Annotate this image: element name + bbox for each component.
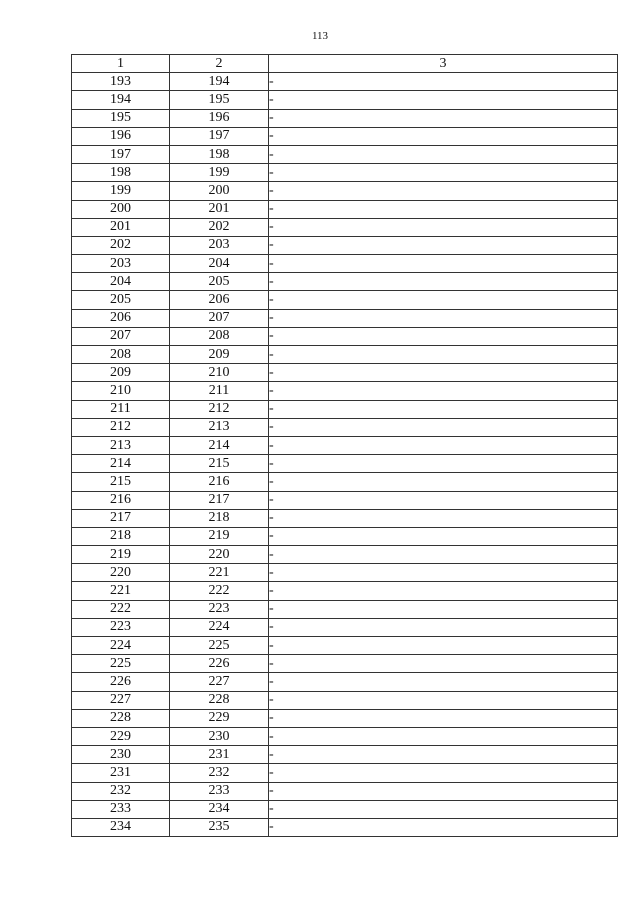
table-row (72, 509, 618, 527)
cell-col-1: 197 (72, 145, 170, 163)
table-row (72, 255, 618, 273)
cell-col-2: 200 (170, 182, 269, 200)
cell-col-1: 219 (72, 546, 170, 564)
cell-col-1: 205 (72, 291, 170, 309)
table-row (72, 327, 618, 345)
cell-col-3: - (269, 655, 618, 673)
column-header-3: 3 (269, 55, 618, 73)
cell-col-3: - (269, 564, 618, 582)
cell-col-3: - (269, 746, 618, 764)
column-header-2: 2 (170, 55, 269, 73)
cell-col-2: 224 (170, 618, 269, 636)
table-row (72, 818, 618, 836)
cell-col-1: 227 (72, 691, 170, 709)
table-row (72, 364, 618, 382)
table-row (72, 800, 618, 818)
table-row (72, 691, 618, 709)
cell-col-1: 200 (72, 200, 170, 218)
table-body (72, 73, 618, 837)
cell-col-1: 229 (72, 727, 170, 745)
cell-col-3: - (269, 327, 618, 345)
cell-col-1: 204 (72, 273, 170, 291)
cell-col-1: 216 (72, 491, 170, 509)
cell-col-3: - (269, 527, 618, 545)
cell-col-3: - (269, 91, 618, 109)
cell-col-1: 232 (72, 782, 170, 800)
cell-col-1: 210 (72, 382, 170, 400)
cell-col-2: 218 (170, 509, 269, 527)
cell-col-2: 228 (170, 691, 269, 709)
table-row (72, 473, 618, 491)
cell-col-2: 229 (170, 709, 269, 727)
cell-col-3: - (269, 727, 618, 745)
cell-col-3: - (269, 764, 618, 782)
cell-col-1: 193 (72, 73, 170, 91)
cell-col-3: - (269, 509, 618, 527)
cell-col-2: 231 (170, 746, 269, 764)
table-row (72, 200, 618, 218)
table-row (72, 655, 618, 673)
cell-col-1: 201 (72, 218, 170, 236)
cell-col-2: 211 (170, 382, 269, 400)
cell-col-3: - (269, 182, 618, 200)
cell-col-3: - (269, 73, 618, 91)
table-row (72, 455, 618, 473)
cell-col-3: - (269, 818, 618, 836)
cell-col-2: 203 (170, 236, 269, 254)
cell-col-1: 195 (72, 109, 170, 127)
cell-col-1: 206 (72, 309, 170, 327)
column-header-1: 1 (72, 55, 170, 73)
cell-col-1: 214 (72, 455, 170, 473)
cell-col-2: 201 (170, 200, 269, 218)
cell-col-1: 202 (72, 236, 170, 254)
cell-col-2: 197 (170, 127, 269, 145)
cell-col-1: 199 (72, 182, 170, 200)
cell-col-2: 216 (170, 473, 269, 491)
cell-col-1: 198 (72, 164, 170, 182)
cell-col-2: 234 (170, 800, 269, 818)
cell-col-2: 206 (170, 291, 269, 309)
cell-col-2: 214 (170, 436, 269, 454)
table-row (72, 127, 618, 145)
cell-col-2: 233 (170, 782, 269, 800)
table-row (72, 436, 618, 454)
cell-col-3: - (269, 382, 618, 400)
cell-col-3: - (269, 109, 618, 127)
table-row (72, 582, 618, 600)
cell-col-1: 223 (72, 618, 170, 636)
table-row (72, 145, 618, 163)
table-row (72, 236, 618, 254)
cell-col-3: - (269, 255, 618, 273)
table-row (72, 182, 618, 200)
cell-col-1: 222 (72, 600, 170, 618)
cell-col-3: - (269, 346, 618, 364)
cell-col-3: - (269, 673, 618, 691)
cell-col-2: 210 (170, 364, 269, 382)
cell-col-3: - (269, 618, 618, 636)
cell-col-1: 231 (72, 764, 170, 782)
table-row (72, 727, 618, 745)
cell-col-1: 194 (72, 91, 170, 109)
table-row (72, 709, 618, 727)
header-row (72, 55, 618, 73)
cell-col-2: 220 (170, 546, 269, 564)
cell-col-3: - (269, 455, 618, 473)
table-row (72, 382, 618, 400)
cell-col-2: 230 (170, 727, 269, 745)
cell-col-3: - (269, 600, 618, 618)
cell-col-3: - (269, 400, 618, 418)
table-row (72, 491, 618, 509)
cell-col-3: - (269, 709, 618, 727)
cell-col-2: 198 (170, 145, 269, 163)
table-row (72, 618, 618, 636)
cell-col-1: 225 (72, 655, 170, 673)
cell-col-3: - (269, 236, 618, 254)
cell-col-3: - (269, 782, 618, 800)
cell-col-1: 209 (72, 364, 170, 382)
cell-col-3: - (269, 164, 618, 182)
cell-col-1: 233 (72, 800, 170, 818)
table-row (72, 73, 618, 91)
table-row (72, 600, 618, 618)
cell-col-1: 215 (72, 473, 170, 491)
cell-col-2: 223 (170, 600, 269, 618)
table-row (72, 273, 618, 291)
cell-col-3: - (269, 291, 618, 309)
cell-col-2: 215 (170, 455, 269, 473)
cell-col-1: 217 (72, 509, 170, 527)
cell-col-3: - (269, 273, 618, 291)
cell-col-2: 222 (170, 582, 269, 600)
table-row (72, 564, 618, 582)
table-header (72, 55, 618, 73)
cell-col-2: 217 (170, 491, 269, 509)
cell-col-3: - (269, 218, 618, 236)
cell-col-3: - (269, 473, 618, 491)
cell-col-1: 224 (72, 637, 170, 655)
cell-col-1: 234 (72, 818, 170, 836)
cell-col-2: 235 (170, 818, 269, 836)
cell-col-2: 212 (170, 400, 269, 418)
cell-col-2: 204 (170, 255, 269, 273)
cell-col-3: - (269, 309, 618, 327)
cell-col-3: - (269, 364, 618, 382)
cell-col-2: 195 (170, 91, 269, 109)
cell-col-2: 213 (170, 418, 269, 436)
cell-col-3: - (269, 800, 618, 818)
cell-col-2: 225 (170, 637, 269, 655)
table-row (72, 346, 618, 364)
cell-col-1: 212 (72, 418, 170, 436)
cell-col-2: 207 (170, 309, 269, 327)
cell-col-1: 196 (72, 127, 170, 145)
cell-col-3: - (269, 200, 618, 218)
table-row (72, 309, 618, 327)
cell-col-3: - (269, 127, 618, 145)
cell-col-1: 230 (72, 746, 170, 764)
table-row (72, 164, 618, 182)
cell-col-3: - (269, 436, 618, 454)
cell-col-2: 199 (170, 164, 269, 182)
cell-col-2: 202 (170, 218, 269, 236)
cell-col-2: 219 (170, 527, 269, 545)
cell-col-2: 221 (170, 564, 269, 582)
cell-col-2: 205 (170, 273, 269, 291)
table-row (72, 218, 618, 236)
cell-col-1: 221 (72, 582, 170, 600)
cell-col-2: 232 (170, 764, 269, 782)
table-row (72, 291, 618, 309)
cell-col-2: 209 (170, 346, 269, 364)
cell-col-3: - (269, 418, 618, 436)
cell-col-2: 208 (170, 327, 269, 345)
cell-col-3: - (269, 145, 618, 163)
cell-col-3: - (269, 491, 618, 509)
table-row (72, 637, 618, 655)
cell-col-1: 228 (72, 709, 170, 727)
table-row (72, 764, 618, 782)
cell-col-2: 227 (170, 673, 269, 691)
cell-col-1: 207 (72, 327, 170, 345)
table-row (72, 673, 618, 691)
table-row (72, 400, 618, 418)
cell-col-2: 194 (170, 73, 269, 91)
table-row (72, 109, 618, 127)
table-row (72, 91, 618, 109)
cell-col-1: 218 (72, 527, 170, 545)
table-row (72, 746, 618, 764)
cell-col-1: 211 (72, 400, 170, 418)
cell-col-3: - (269, 546, 618, 564)
cell-col-1: 213 (72, 436, 170, 454)
cell-col-1: 203 (72, 255, 170, 273)
table-row (72, 418, 618, 436)
table-row (72, 546, 618, 564)
cell-col-1: 220 (72, 564, 170, 582)
cell-col-3: - (269, 582, 618, 600)
cell-col-2: 226 (170, 655, 269, 673)
cell-col-1: 208 (72, 346, 170, 364)
page-number: 113 (311, 30, 329, 42)
cell-col-3: - (269, 637, 618, 655)
table-row (72, 527, 618, 545)
cell-col-3: - (269, 691, 618, 709)
cell-col-2: 196 (170, 109, 269, 127)
cell-col-1: 226 (72, 673, 170, 691)
data-table (71, 54, 618, 837)
table-row (72, 782, 618, 800)
